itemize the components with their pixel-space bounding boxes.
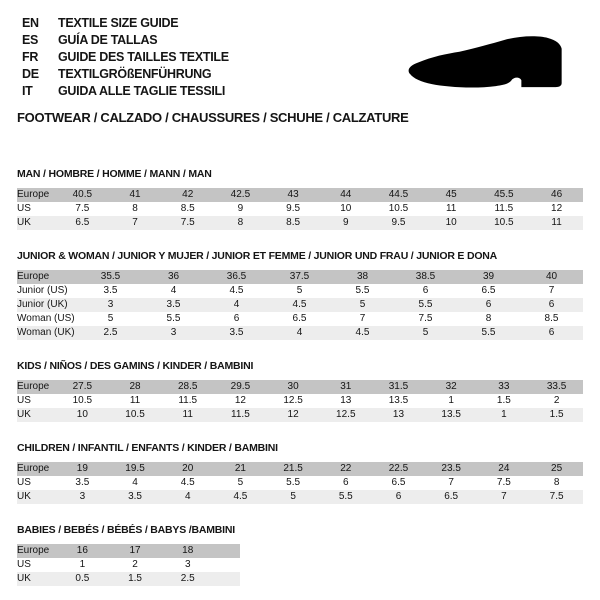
size-cell: 23.5 <box>441 463 461 474</box>
size-cell: 45.5 <box>494 189 514 200</box>
row-label: UK <box>17 409 31 420</box>
size-cell: 19 <box>76 463 88 474</box>
size-cell: 41 <box>129 189 141 200</box>
size-cell: 4.5 <box>292 299 307 310</box>
size-cell: 13.5 <box>441 409 461 420</box>
size-cell: 9.5 <box>286 203 301 214</box>
size-cell: 36 <box>167 271 180 282</box>
size-cell: 33.5 <box>546 381 567 392</box>
table-title: JUNIOR & WOMAN / JUNIOR Y MUJER / JUNIOR ET FEMME / JUNIOR UND FRAU / JUNIOR E DONA <box>17 250 498 262</box>
size-cell: 3 <box>184 559 191 570</box>
row-label: UK <box>17 573 31 584</box>
size-cell: 11.5 <box>231 409 250 420</box>
size-cell: 3.5 <box>75 477 90 488</box>
size-cell: 3.5 <box>103 285 118 296</box>
size-cell: 7 <box>501 491 507 502</box>
size-cell: 10.5 <box>72 395 93 406</box>
size-cell: 5.5 <box>338 491 353 502</box>
size-cell: 7.5 <box>180 217 195 228</box>
size-cell: 4.5 <box>233 491 248 502</box>
size-cell: 3 <box>79 491 86 502</box>
size-cell: 1.5 <box>128 573 142 584</box>
size-cell: 17 <box>129 545 141 556</box>
table-row <box>17 284 583 298</box>
table-row <box>17 462 583 476</box>
size-tables <box>17 168 583 600</box>
size-cell: 10 <box>76 409 88 420</box>
size-cell: 21.5 <box>283 463 303 474</box>
size-cell: 11 <box>445 203 457 214</box>
size-cell: 5.5 <box>286 477 301 488</box>
size-cell: 5 <box>107 313 114 324</box>
size-cell: 5.5 <box>355 285 370 296</box>
language-code: IT <box>22 84 33 98</box>
size-table <box>17 270 583 340</box>
row-label: Europe <box>17 189 50 200</box>
size-cell: 20 <box>182 463 194 474</box>
size-cell: 28 <box>129 381 141 392</box>
size-cell: 7.5 <box>549 491 564 502</box>
size-cell: 12 <box>287 409 299 420</box>
language-code: FR <box>22 50 39 64</box>
size-cell: 1.5 <box>496 395 511 406</box>
size-cell: 19.5 <box>125 463 145 474</box>
language-label: GUIDE DES TAILLES TEXTILE <box>58 50 229 64</box>
size-cell: 6 <box>548 327 555 338</box>
table-row <box>17 326 583 340</box>
size-cell: 30 <box>287 381 299 392</box>
row-label: US <box>17 477 31 488</box>
size-cell: 6.5 <box>444 491 459 502</box>
language-label: GUÍA DE TALLAS <box>58 33 158 47</box>
table-row <box>17 544 240 558</box>
language-list <box>22 15 229 100</box>
size-cell: 45 <box>445 189 457 200</box>
table-row <box>17 394 583 408</box>
size-cell: 11 <box>182 409 193 420</box>
size-cell: 13.5 <box>388 395 409 406</box>
size-cell: 3.5 <box>229 327 244 338</box>
size-table <box>17 544 240 586</box>
row-label: Woman (UK) <box>17 327 75 338</box>
size-cell: 1 <box>448 395 454 406</box>
size-cell: 28.5 <box>177 381 198 392</box>
size-cell: 1 <box>79 559 86 570</box>
size-cell: 18 <box>182 545 194 556</box>
size-cell: 3 <box>107 299 114 310</box>
size-cell: 5 <box>359 299 366 310</box>
row-label: UK <box>17 217 31 228</box>
size-cell: 10 <box>445 217 457 228</box>
size-cell: 7 <box>548 285 555 296</box>
language-row <box>22 32 229 49</box>
size-cell: 22 <box>340 463 352 474</box>
table-row <box>17 408 583 422</box>
size-cell: 40 <box>545 271 558 282</box>
language-row <box>22 66 229 83</box>
size-cell: 27.5 <box>72 381 93 392</box>
language-code: EN <box>22 16 39 30</box>
size-cell: 5 <box>290 491 296 502</box>
size-cell: 31.5 <box>388 381 409 392</box>
table-row <box>17 380 583 394</box>
size-cell: 4 <box>184 491 191 502</box>
size-cell: 6 <box>343 477 349 488</box>
size-cell: 42 <box>182 189 194 200</box>
size-cell: 10.5 <box>388 203 409 214</box>
size-table-section <box>17 442 583 504</box>
size-cell: 11 <box>551 217 562 228</box>
size-cell: 8 <box>485 313 492 324</box>
size-cell: 5 <box>237 477 244 488</box>
size-cell: 6 <box>422 285 429 296</box>
size-cell: 3.5 <box>128 491 142 502</box>
size-cell: 29.5 <box>230 381 251 392</box>
table-title: CHILDREN / INFANTIL / ENFANTS / KINDER / BAMBINI <box>17 442 278 454</box>
size-cell: 11 <box>129 395 141 406</box>
size-cell: 8 <box>237 217 244 228</box>
size-cell: 6 <box>548 299 555 310</box>
size-table <box>17 462 583 504</box>
size-cell: 11.5 <box>178 395 198 406</box>
table-row <box>17 312 583 326</box>
size-cell: 24 <box>498 463 510 474</box>
size-cell: 4 <box>233 299 240 310</box>
size-cell: 7 <box>132 217 138 228</box>
size-cell: 6 <box>395 491 402 502</box>
size-cell: 40.5 <box>72 189 93 200</box>
size-cell: 44.5 <box>388 189 409 200</box>
size-cell: 4 <box>296 327 303 338</box>
size-cell: 39 <box>482 271 495 282</box>
table-title: MAN / HOMBRE / HOMME / MANN / MAN <box>17 168 212 180</box>
language-code: DE <box>22 67 39 81</box>
language-label: TEXTILE SIZE GUIDE <box>58 16 179 30</box>
category-line: FOOTWEAR / CALZADO / CHAUSSURES / SCHUHE / CALZATURE <box>17 110 409 125</box>
size-cell: 2 <box>132 559 138 570</box>
size-cell: 7.5 <box>496 477 511 488</box>
size-cell: 8 <box>132 203 138 214</box>
size-table <box>17 380 583 422</box>
size-cell: 6.5 <box>391 477 406 488</box>
size-cell: 8.5 <box>286 217 301 228</box>
size-cell: 4.5 <box>180 477 195 488</box>
size-cell: 33 <box>498 381 510 392</box>
size-cell: 25 <box>551 463 563 474</box>
size-cell: 3.5 <box>166 299 181 310</box>
size-cell: 12.5 <box>283 395 303 406</box>
size-table-section <box>17 168 583 230</box>
row-label: Junior (US) <box>17 285 68 296</box>
size-cell: 6.5 <box>75 217 90 228</box>
size-cell: 46 <box>551 189 563 200</box>
size-cell: 7 <box>359 313 366 324</box>
size-cell: 8.5 <box>180 203 195 214</box>
size-cell: 22.5 <box>388 463 409 474</box>
size-cell: 8 <box>553 477 560 488</box>
size-cell: 10 <box>340 203 352 214</box>
filler-cell <box>214 558 240 572</box>
size-cell: 5.5 <box>166 313 181 324</box>
size-table-section <box>17 360 583 422</box>
size-table-section <box>17 524 583 586</box>
size-cell: 36.5 <box>226 271 247 282</box>
table-row <box>17 558 240 572</box>
size-cell: 13 <box>392 409 405 420</box>
row-label: Woman (US) <box>17 313 75 324</box>
language-row <box>22 15 229 32</box>
size-cell: 11.5 <box>494 203 514 214</box>
size-cell: 10.5 <box>494 217 514 228</box>
size-cell: 32 <box>445 381 457 392</box>
row-label: US <box>17 559 31 570</box>
table-row <box>17 202 583 216</box>
size-cell: 5.5 <box>418 299 433 310</box>
size-cell: 7.5 <box>418 313 433 324</box>
size-cell: 2.5 <box>103 327 118 338</box>
size-cell: 44 <box>340 189 352 200</box>
size-cell: 6 <box>233 313 240 324</box>
size-cell: 4 <box>170 285 177 296</box>
size-cell: 2.5 <box>180 573 195 584</box>
table-row <box>17 188 583 202</box>
table-row <box>17 572 240 586</box>
size-cell: 2 <box>553 395 560 406</box>
size-cell: 38 <box>356 271 369 282</box>
table-row <box>17 270 583 284</box>
row-label: US <box>17 395 31 406</box>
size-cell: 6 <box>485 299 492 310</box>
table-row <box>17 298 583 312</box>
size-cell: 4.5 <box>355 327 370 338</box>
size-table <box>17 188 583 230</box>
language-row <box>22 49 229 66</box>
size-cell: 9.5 <box>391 217 406 228</box>
table-row <box>17 216 583 230</box>
row-label: Europe <box>17 271 50 282</box>
size-cell: 1.5 <box>549 409 564 420</box>
size-cell: 37.5 <box>289 271 310 282</box>
language-label: TEXTILGRÖßENFÜHRUNG <box>58 67 212 81</box>
size-cell: 9 <box>237 203 244 214</box>
language-row <box>22 83 229 100</box>
size-table-section <box>17 250 583 340</box>
row-label: UK <box>17 491 31 502</box>
size-cell: 12.5 <box>336 409 356 420</box>
filler-cell <box>214 572 240 586</box>
size-cell: 5 <box>422 327 429 338</box>
size-cell: 16 <box>76 545 88 556</box>
table-row <box>17 490 583 504</box>
size-cell: 1 <box>501 409 507 420</box>
size-cell: 31 <box>340 381 352 392</box>
language-label: GUIDA ALLE TAGLIE TESSILI <box>58 84 226 98</box>
table-row <box>17 476 583 490</box>
row-label: Europe <box>17 545 50 556</box>
size-cell: 12 <box>551 203 563 214</box>
size-cell: 4 <box>132 477 138 488</box>
size-cell: 42.5 <box>230 189 251 200</box>
filler-cell <box>214 544 240 558</box>
size-cell: 8.5 <box>544 313 559 324</box>
dress-shoe-icon <box>400 35 570 92</box>
size-cell: 5.5 <box>481 327 496 338</box>
table-title: KIDS / NIÑOS / DES GAMINS / KINDER / BAMBINI <box>17 360 254 372</box>
row-label: Junior (UK) <box>17 299 68 310</box>
size-cell: 3 <box>170 327 177 338</box>
size-cell: 10.5 <box>125 409 145 420</box>
size-cell: 35.5 <box>100 271 121 282</box>
row-label: Europe <box>17 463 50 474</box>
size-cell: 6.5 <box>292 313 307 324</box>
size-cell: 9 <box>343 217 349 228</box>
size-cell: 6.5 <box>481 285 496 296</box>
language-code: ES <box>22 33 39 47</box>
size-cell: 7.5 <box>75 203 90 214</box>
size-cell: 4.5 <box>229 285 244 296</box>
size-cell: 13 <box>340 395 352 406</box>
row-label: Europe <box>17 381 50 392</box>
size-cell: 0.5 <box>75 573 90 584</box>
size-cell: 43 <box>287 189 299 200</box>
size-cell: 7 <box>448 477 454 488</box>
size-cell: 21 <box>234 463 246 474</box>
size-cell: 12 <box>234 395 246 406</box>
table-title: BABIES / BEBÉS / BÉBÉS / BABYS /BAMBINI <box>17 524 235 536</box>
row-label: US <box>17 203 31 214</box>
size-cell: 5 <box>296 285 303 296</box>
size-cell: 38.5 <box>415 271 436 282</box>
